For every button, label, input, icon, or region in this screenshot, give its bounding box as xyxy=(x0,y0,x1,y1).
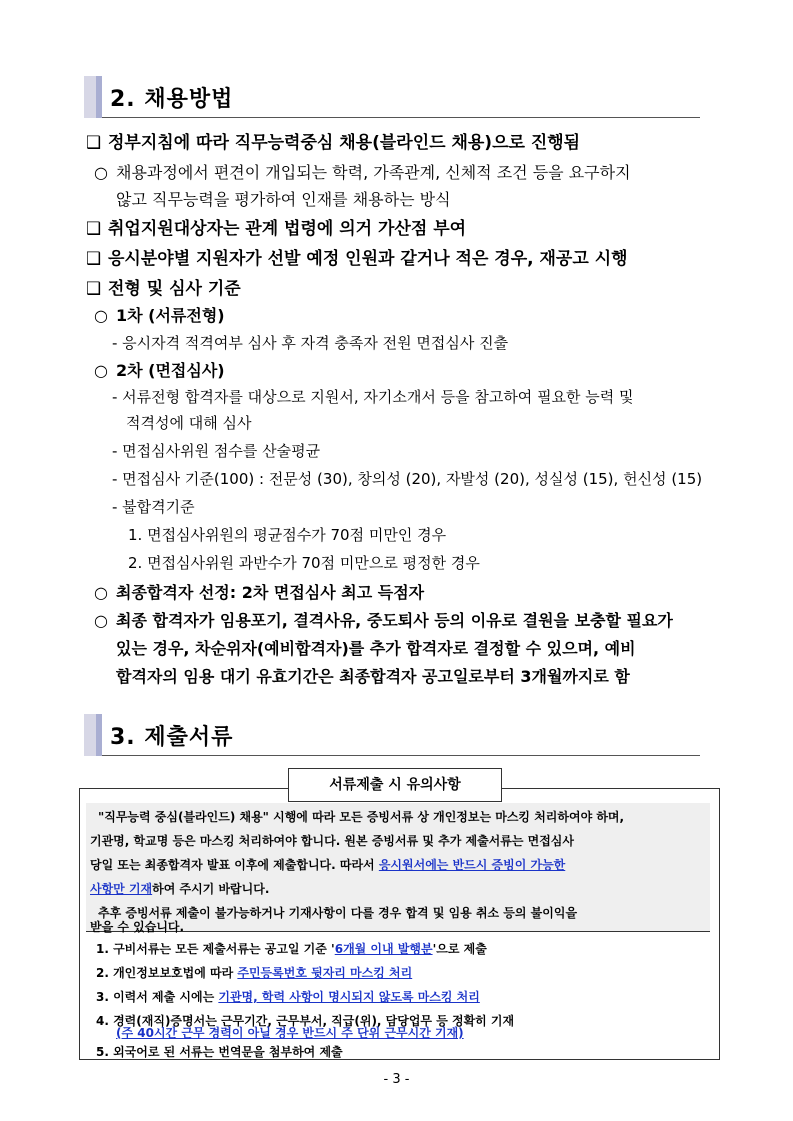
fail-criterion-1: 1. 면접심사위원의 평균점수가 70점 미만인 경우 xyxy=(128,526,447,544)
notice-line-1: "직무능력 중심(블라인드) 채용" 시행에 따라 모든 증빙서류 상 개인정보는 마스킹 처리하여야 하며, xyxy=(98,810,625,824)
notice-line-4: 사항만 기재하여 주시기 바랍니다. xyxy=(90,882,270,896)
heading-rule xyxy=(102,755,700,756)
heading-accent-bar-dark xyxy=(96,714,102,756)
notice-emphasis: 사항만 기재 xyxy=(90,882,153,896)
doc-item-5: 5. 외국어로 된 서류는 번역문을 첨부하여 제출 xyxy=(96,1045,343,1059)
stage-2-heading: ○ 2차 (면접심사) xyxy=(94,361,225,380)
notice-line-3: 당일 또는 최종합격자 발표 이후에 제출합니다. 따라서 응시원서에는 반드시 증빙이 가능한 xyxy=(90,858,566,872)
final-selection: ○ 최종합격자 선정: 2차 면접심사 최고 득점자 xyxy=(94,583,425,602)
circle-bullet-icon: ○ xyxy=(94,163,108,182)
heading-accent-bar xyxy=(84,76,96,118)
bullet-reannouncement: ❑ 응시분야별 지원자가 선발 예정 인원과 같거나 적은 경우, 재공고 시행 xyxy=(86,249,628,269)
doc-item-2: 2. 개인정보보호법에 따라 주민등록번호 뒷자리 마스킹 처리 xyxy=(96,966,413,980)
heading-rule xyxy=(102,117,700,118)
stage-2-detail-2: - 면접심사위원 점수를 산술평균 xyxy=(112,442,321,460)
section-3-title: 3. 제출서류 xyxy=(110,725,234,750)
stage-1-detail: - 응시자격 적격여부 심사 후 자격 충족자 전원 면접심사 진출 xyxy=(112,334,509,352)
notice-emphasis: 응시원서에는 반드시 증빙이 가능한 xyxy=(378,858,566,872)
notice-line-2: 기관명, 학교명 등은 마스킹 처리하여야 합니다. 원본 증빙서류 및 추가 제출서류는 면접심사 xyxy=(90,834,574,848)
doc-item-3: 3. 이력서 제출 시에는 기관명, 학력 사항이 명시되지 않도록 마스킹 처리 xyxy=(96,990,480,1004)
square-bullet-icon: ❑ xyxy=(86,133,102,153)
doc-item-1: 1. 구비서류는 모든 제출서류는 공고일 기준 '6개월 이내 발행분'으로 제출 xyxy=(96,942,487,956)
circle-bullet-icon: ○ xyxy=(94,361,108,380)
stage-2-detail-1: - 서류전형 합격자를 대상으로 지원서, 자기소개서 등을 참고하여 필요한 능력 및 xyxy=(112,388,634,406)
stage-2-detail-3: - 면접심사 기준(100) : 전문성 (30), 창의성 (20), 자발성 (20), 성실성 (15), 헌신성 (15) xyxy=(112,470,703,488)
heading-accent-bar-dark xyxy=(96,76,102,118)
circle-bullet-icon: ○ xyxy=(94,306,108,325)
reserve-candidate-cont-1: 있는 경우, 차순위자(예비합격자)를 추가 합격자로 결정할 수 있으며, 예비 xyxy=(116,639,636,658)
stage-2-detail-1-cont: 적격성에 대해 심사 xyxy=(126,414,252,432)
page-number: - 3 - xyxy=(383,1072,410,1087)
stage-2-detail-4: - 불합격기준 xyxy=(112,498,195,516)
stage-1-heading: ○ 1차 (서류전형) xyxy=(94,306,225,325)
square-bullet-icon: ❑ xyxy=(86,279,102,299)
section-3-heading xyxy=(84,714,700,756)
doc-item-4-note: (주 40시간 근무 경력이 아닐 경우 반드시 주 단위 근무시간 기재) xyxy=(116,1026,464,1040)
notice-line-5: 추후 증빙서류 제출이 불가능하거나 기재사항이 다를 경우 합격 및 임용 취소 등의 불이익을 xyxy=(98,906,578,920)
notice-line-6: 받을 수 있습니다. xyxy=(90,920,185,934)
section-2-heading xyxy=(84,76,700,118)
sub-bullet-definition-cont: 않고 직무능력을 평가하여 인재를 채용하는 방식 xyxy=(116,190,451,209)
square-bullet-icon: ❑ xyxy=(86,219,102,239)
notice-box-title: 서류제출 시 유의사항 xyxy=(288,768,502,802)
sub-bullet-definition: ○ 채용과정에서 편견이 개입되는 학력, 가족관계, 신체적 조건 등을 요구하지 xyxy=(94,163,631,182)
bullet-blind-hiring: ❑ 정부지침에 따라 직무능력중심 채용(블라인드 채용)으로 진행됨 xyxy=(86,133,581,153)
bullet-bonus-points: ❑ 취업지원대상자는 관계 법령에 의거 가산점 부여 xyxy=(86,219,467,239)
reserve-candidate: ○ 최종 합격자가 임용포기, 결격사유, 중도퇴사 등의 이유로 결원을 보충할 필요가 xyxy=(94,611,673,630)
doc-item-4: 4. 경력(재직)증명서는 근무기간, 근무부서, 직급(위), 담당업무 등 정확히 기재 xyxy=(96,1014,515,1028)
circle-bullet-icon: ○ xyxy=(94,611,108,630)
reserve-candidate-cont-2: 합격자의 임용 대기 유효기간은 최종합격자 공고일로부터 3개월까지로 함 xyxy=(116,667,630,686)
section-2-title: 2. 채용방법 xyxy=(110,87,234,112)
bullet-criteria: ❑ 전형 및 심사 기준 xyxy=(86,279,241,299)
fail-criterion-2: 2. 면접심사위원 과반수가 70점 미만으로 평정한 경우 xyxy=(128,554,480,572)
circle-bullet-icon: ○ xyxy=(94,583,108,602)
heading-accent-bar xyxy=(84,714,96,756)
square-bullet-icon: ❑ xyxy=(86,249,102,269)
